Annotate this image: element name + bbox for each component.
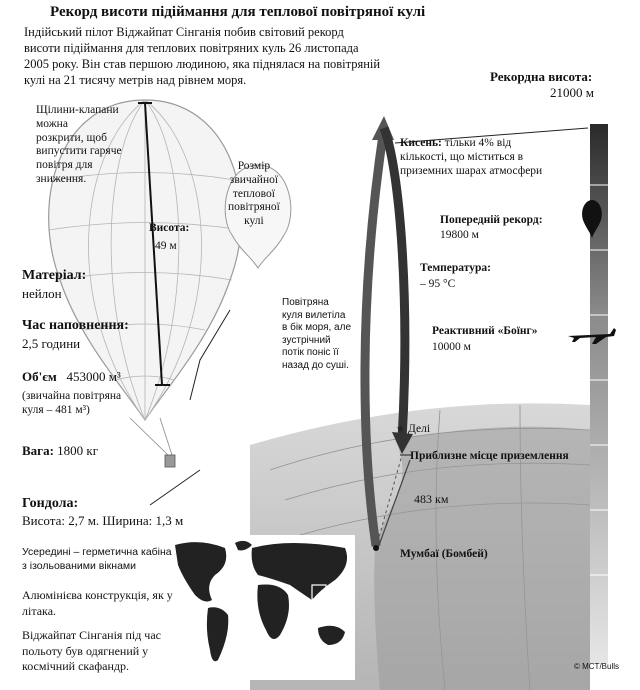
distance-label: 483 км <box>414 492 449 506</box>
svg-text:★: ★ <box>396 424 405 435</box>
material-label: Матеріал: <box>22 268 87 283</box>
jet-value: 10000 м <box>432 341 471 353</box>
gondola-dims: Висота: 2,7 м. Ширина: 1,3 м <box>22 513 184 528</box>
vents-caption: Щілини-клапани можна розкрити, щоб випустити гаряче повітря для зниження. <box>36 104 122 185</box>
previous-record-label: Попередній рекорд: <box>440 214 543 226</box>
previous-record-value: 19800 м <box>440 229 479 241</box>
fill-time-label: Час наповнення: <box>22 318 129 333</box>
height-label: Висота: <box>149 222 190 234</box>
pilot-suit-note: Віджайпат Сінганія під час польоту був одягнений у космічний скафандр. <box>22 628 161 674</box>
mumbai-label: Мумбаї (Бомбей) <box>400 548 488 560</box>
record-altitude-label: Рекордна висота: <box>490 69 593 84</box>
material-value: нейлон <box>22 286 62 301</box>
landing-label: Приблизне місце приземлення <box>410 450 569 462</box>
gondola-construction: Алюмінієва конструкція, як у літака. <box>22 588 173 618</box>
world-map <box>160 535 355 680</box>
drift-note: Повітряна куля вилетіла в бік моря, але зустрічний потік поніс її назад до суші. <box>282 297 352 371</box>
record-altitude-value: 21000 м <box>550 85 594 100</box>
fill-time-value: 2,5 години <box>22 336 81 351</box>
credit: © MCT/Bulls <box>574 662 620 671</box>
temperature-label: Температура: <box>420 262 491 274</box>
delhi-label: Делі <box>408 423 431 435</box>
page-title: Рекорд висоти підіймання для теплової повітряної кулі <box>50 4 426 20</box>
oxygen-note: Кисень: тільки 4% від кількості, що міститься в приземних шарах атмосфери <box>400 137 543 177</box>
height-value: 49 м <box>155 240 177 252</box>
temperature-value: – 95 °C <box>420 278 456 290</box>
gondola-cabin: Усередині – герметична кабіна з ізольованими вікнами <box>22 546 172 572</box>
volume-line: Об'єм 453000 м³ <box>22 369 121 384</box>
volume-note: (звичайна повітряна куля – 481 м³) <box>22 390 122 417</box>
jet-label: Реактивний «Боїнг» <box>432 325 538 337</box>
small-balloon-caption: Розмір звичайної теплової повітряної кулі <box>228 160 280 228</box>
intro-text: Індійський пілот Віджайпат Сінганія побив світовий рекорд висоти підіймання для теплових повітряних куль 26 листопада 2005 року. Він став першою людиною, яка піднялася на повітряній кулі на 21 тисячу метрів над рівнем моря. <box>24 25 381 87</box>
weight-line: Вага: 1800 кг <box>22 443 99 458</box>
gondola-label: Гондола: <box>22 496 79 511</box>
